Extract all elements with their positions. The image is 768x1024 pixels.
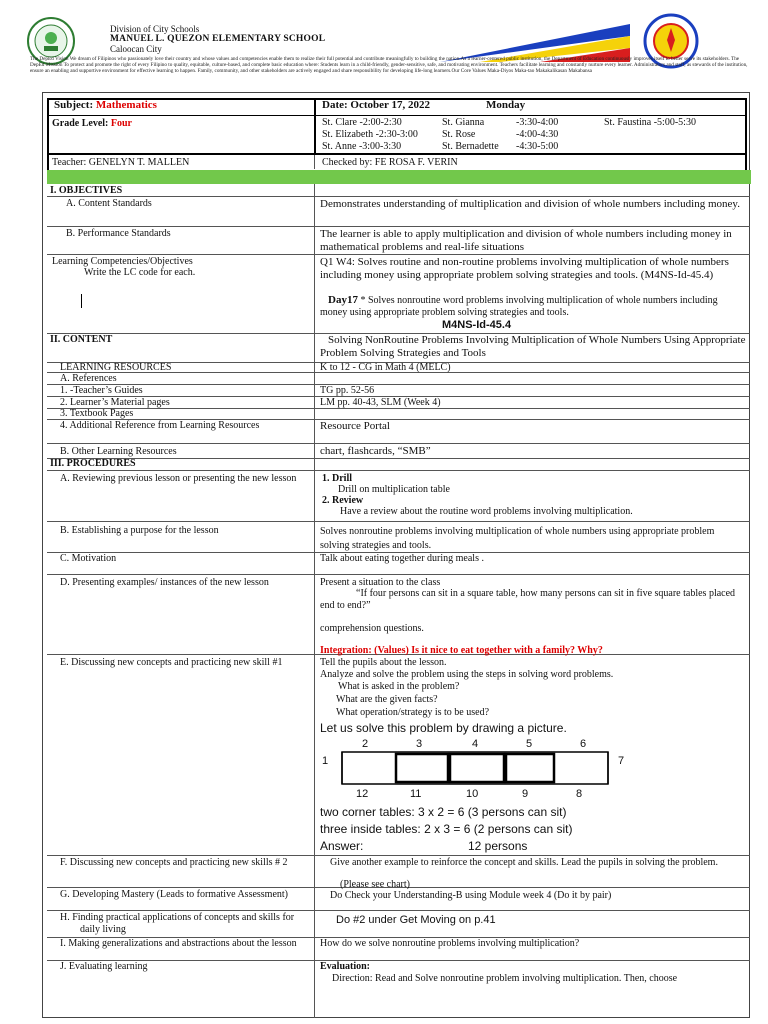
proc-h-text: Do #2 under Get Moving on p.41 [336, 914, 496, 926]
date-label: Date: October 17, 2022 [322, 99, 430, 111]
lc-day-row [320, 295, 746, 318]
seat-top-5: 6 [580, 738, 587, 750]
seat-bottom-3: 10 [466, 788, 479, 800]
proc-j-label: J. Evaluating learning [60, 961, 148, 972]
integration-text: Integration: (Values) Is it nice to eat together with a family? Why? [320, 645, 603, 656]
seat-bottom-2: 11 [410, 788, 422, 800]
proc-d-text3: comprehension questions. [320, 623, 424, 634]
performance-standards-text: The learner is able to apply multiplication and division of whole numbers including money in mathematical problems and real-life situations [320, 228, 732, 253]
inside-tables-text: three inside tables: 2 x 3 = 6 (2 persons can sit) [320, 822, 573, 836]
proc-i-label: I. Making generalizations and abstractions about the lesson [60, 938, 297, 949]
objectives-heading: I. OBJECTIVES [50, 185, 123, 196]
proc-f-chart: (Please see chart) [340, 879, 410, 890]
proc-e-q1: What is asked in the problem? [338, 681, 460, 692]
lc-q1-text: Q1 W4: Solves routine and non-routine problems involving multiplication of whole numbers including money using appropriate problem solving strategies and tools. (M4NS-Id-45.4) [320, 256, 729, 281]
schedule-3-b: St. Bernadette [442, 141, 499, 152]
school-name: MANUEL L. QUEZON ELEMENTARY SCHOOL [110, 34, 326, 44]
proc-e-q2: What are the given facts? [336, 694, 438, 705]
seat-top-1: 2 [362, 738, 369, 750]
proc-h-label: H. Finding practical applications of concepts and skills for daily living [60, 912, 295, 935]
content-text: Solving NonRoutine Problems Involving Multiplication of Whole Numbers Using Appropriate Problem Solving Strategies and Tools [320, 334, 746, 359]
proc-b-label: B. Establishing a purpose for the lesson [60, 525, 219, 536]
proc-e-draw: Let us solve this problem by drawing a picture. [320, 721, 567, 735]
grade-value: Four [110, 118, 132, 129]
content-standards-label: A. Content Standards [66, 198, 152, 209]
proc-i-text: How do we solve nonroutine problems involving multiplication? [320, 938, 580, 949]
lr-value: K to 12 - CG in Math 4 (MELC) [320, 362, 451, 373]
proc-e-text2: Analyze and solve the problem using the steps in solving word problems. [320, 669, 614, 680]
drill-heading: 1. Drill [322, 473, 352, 484]
proc-d-label: D. Presenting examples/ instances of the new lesson [60, 577, 269, 588]
answer-label: Answer: [320, 839, 364, 853]
lc-label: Learning Competencies/Objectives [52, 256, 193, 267]
lm-label: 2. Learner’s Material pages [60, 397, 170, 408]
proc-c-label: C. Motivation [60, 553, 117, 564]
tg-value: TG pp. 52-56 [320, 385, 375, 396]
grade-row [52, 118, 132, 130]
additional-ref-label: 4. Additional Reference from Learning Resources [60, 420, 260, 431]
proc-d-text1: Present a situation to the class [320, 577, 441, 588]
other-resources-label: B. Other Learning Resources [60, 446, 177, 457]
schedule-3-a: St. Anne -3:00-3:30 [322, 141, 402, 152]
content-standards-text: Demonstrates understanding of multiplication and division of whole numbers including money. [320, 198, 740, 210]
proc-e-q3: What operation/strategy is to be used? [336, 707, 490, 718]
tg-label: 1. -Teacher’s Guides [60, 385, 143, 396]
table-4 [506, 754, 554, 782]
review-heading: 2. Review [322, 495, 364, 506]
schedule-2-b: St. Rose [442, 129, 476, 140]
proc-b-text: Solves nonroutine problems involving multiplication of whole numbers using appropriate problem solving strategies and tools. [320, 526, 715, 551]
procedures-heading: III. PROCEDURES [50, 458, 136, 469]
review-text: Have a review about the routine word problems involving multiplication. [340, 506, 633, 517]
seat-bottom-1: 12 [356, 788, 369, 800]
performance-standards-label: B. Performance Standards [66, 228, 171, 239]
content-heading: II. CONTENT [50, 334, 113, 345]
drill-text: Drill on multiplication table [338, 484, 450, 495]
schedule-2-c: -4:00-4:30 [516, 129, 559, 140]
table-3 [450, 754, 504, 782]
evaluation-direction: Direction: Read and Solve nonroutine problem involving multiplication. Then, choose [332, 973, 678, 984]
seat-bottom-5: 8 [576, 788, 583, 800]
proc-g-label: G. Developing Mastery (Leads to formative Assessment) [60, 889, 289, 900]
subject-row [54, 100, 157, 112]
grade-label: Grade Level: [52, 118, 109, 129]
proc-d-text2: “If four persons can sit in a square table, how many persons can sit in five square tables placed end to end?” [320, 588, 736, 611]
answer-value: 12 persons [468, 839, 528, 853]
other-resources-value: chart, flashcards, “SMB” [320, 445, 431, 457]
seat-right: 7 [618, 755, 625, 767]
green-divider-bar [47, 170, 751, 184]
table-2 [396, 754, 448, 782]
schedule-1-c: -3:30-4:00 [516, 117, 559, 128]
proc-f-text: Give another example to reinforce the concept and skills. Lead the pupils in solving the problem. [330, 857, 718, 868]
lc-sublabel: Write the LC code for each. [84, 267, 196, 278]
schedule-3-c: -4:30-5:00 [516, 141, 559, 152]
deped-vision-mission: The DepEd Vision We dream of Filipinos who passionately love their country and whose values and competencies enable them to realize their full potential and contribute meaningfully to building the nation.As a learner-centered public institution, the Department of Education continuously improves itself to better serve its stakeholders. The DepEd Mission To protect and promote the right of every Filipino to quality, equitable, culture-based, and complete basic education where: Students learn in a child-friendly, gender-sensitive, safe, and motivating environment. Teachers facilitate learning and constantly nurture every learner. Administrators and staff, as stewards of the institution, ensure an enabling and supportive environment for effective learning to happen. Family, community, and other stakeholders are actively engaged and share responsibility for developing life-long learners.Our Core Values Maka-Diyos Maka-tao Makakalikasan Makabansa [30, 56, 748, 75]
proc-a-label: A. Reviewing previous lesson or presenting the new lesson [60, 473, 297, 484]
proc-f-label: F. Discussing new concepts and practicing new skills # 2 [60, 857, 288, 868]
references-label: A. References [60, 373, 117, 384]
lr-label: LEARNING RESOURCES [60, 362, 172, 373]
lc-day-text: * Solves nonroutine word problems involving multiplication of whole numbers including money using appropriate problem solving strategies and tools. [320, 295, 718, 318]
checked-by: Checked by: FE ROSA F. VERIN [322, 157, 458, 168]
evaluation-heading: Evaluation: [320, 961, 371, 972]
proc-g-text: Do Check your Understanding-B using Module week 4 (Do it by pair) [330, 890, 612, 901]
city-name: Caloocan City [110, 44, 162, 54]
subject-label: Subject: [54, 99, 94, 111]
lc-code: M4NS-Id-45.4 [442, 319, 512, 331]
proc-e-text1: Tell the pupils about the lesson. [320, 657, 447, 668]
additional-ref-value: Resource Portal [320, 420, 390, 432]
schedule-1-b: St. Gianna [442, 117, 485, 128]
subject-value: Mathematics [95, 99, 157, 111]
day-value: Monday [486, 99, 526, 111]
corner-tables-text: two corner tables: 3 x 2 = 6 (3 persons can sit) [320, 805, 567, 819]
schedule-1-a: St. Clare -2:00-2:30 [322, 117, 402, 128]
school-header [110, 24, 325, 54]
teacher-name: Teacher: GENELYN T. MALLEN [52, 157, 190, 168]
lc-day-label: Day17 [328, 294, 358, 306]
tables-diagram [340, 750, 610, 786]
seat-top-3: 4 [472, 738, 479, 750]
seat-bottom-4: 9 [522, 788, 529, 800]
textbook-label: 3. Textbook Pages [60, 408, 134, 419]
seat-left: 1 [322, 755, 329, 767]
text-cursor [81, 294, 82, 308]
proc-c-text: Talk about eating together during meals . [320, 553, 484, 564]
schedule-1-d: St. Faustina -5:00-5:30 [604, 117, 696, 128]
schedule-2-a: St. Elizabeth -2:30-3:00 [322, 129, 418, 140]
seat-top-4: 5 [526, 738, 533, 750]
proc-e-label: E. Discussing new concepts and practicing new skill #1 [60, 657, 283, 668]
lm-value: LM pp. 40-43, SLM (Week 4) [320, 397, 441, 408]
division-name: Division of City Schools [110, 24, 200, 34]
seat-top-2: 3 [416, 738, 423, 750]
